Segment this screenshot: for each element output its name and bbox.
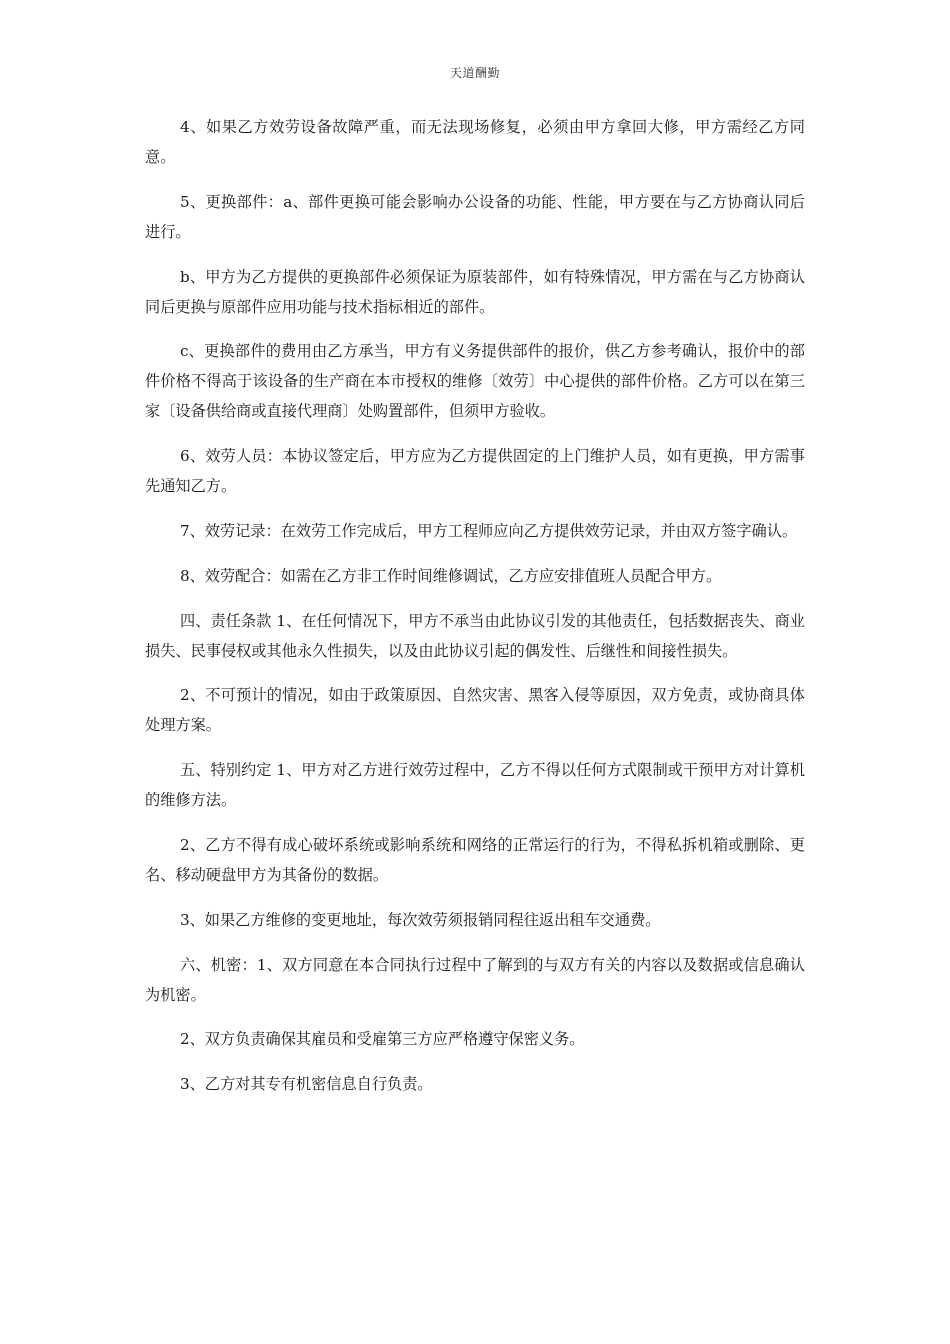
- paragraph-section-4-liability: 四、责任条款 1、在任何情况下，甲方不承当由此协议引发的其他责任，包括数据丧失、商业损失、民事侵权或其他永久性损失，以及由此协议引起的偶发性、后继性和间接性损失。: [145, 611, 805, 660]
- document-body: [145, 112, 805, 1114]
- paragraph-6-2-employees: 2、双方负责确保其雇员和受雇第三方应严格遵守保密义务。: [179, 1030, 585, 1049]
- paragraph-5b-original-parts: b、甲方为乙方提供的更换部件必须保证为原装部件，如有特殊情况，甲方需在与乙方协商认同后更换与原部件应用功能与技术指标相近的部件。: [145, 267, 805, 316]
- paragraph-4-repair: 4、如果乙方效劳设备故障严重，而无法现场修复，必须由甲方拿回大修，甲方需经乙方同意。: [145, 118, 805, 166]
- paragraph-5-3-travel-fee: 3、如果乙方维修的变更地址，每次效劳须报销同程往返出租车交通费。: [179, 910, 661, 929]
- paragraph-4-2-force-majeure: 2、不可预计的情况，如由于政策原因、自然灾害、黑客入侵等原因，双方免责，或协商具体处理方案。: [145, 686, 805, 735]
- paragraph-7-service-record: 7、效劳记录：在效劳工作完成后，甲方工程师应向乙方提供效劳记录，并由双方签字确认。: [179, 521, 798, 540]
- paragraph-5-replace-parts: 5、更换部件：a、部件更换可能会影响办公设备的功能、性能，甲方要在与乙方协商认同后进行。: [145, 192, 805, 241]
- page-header: 天道酬勤: [449, 66, 500, 80]
- paragraph-5-2-no-tampering: 2、乙方不得有成心破坏系统或影响系统和网络的正常运行的行为，不得私拆机箱或删除、更名、移动硬盘甲方为其备份的数据。: [145, 835, 805, 884]
- paragraph-section-6-confidential: 六、机密：1、双方同意在本合同执行过程中了解到的与双方有关的内容以及数据或信息确认为机密。: [145, 955, 805, 1004]
- paragraph-6-service-staff: 6、效劳人员：本协议签定后，甲方应为乙方提供固定的上门维护人员，如有更换，甲方需事先通知乙方。: [145, 447, 805, 496]
- paragraph-section-5-special: 五、特别约定 1、甲方对乙方进行效劳过程中，乙方不得以任何方式限制或干预甲方对计算机的维修方法。: [145, 761, 805, 810]
- paragraph-8-cooperation: 8、效劳配合：如需在乙方非工作时间维修调试，乙方应安排值班人员配合甲方。: [179, 566, 722, 585]
- paragraph-5c-parts-cost: c、更换部件的费用由乙方承当，甲方有义务提供部件的报价，供乙方参考确认，报价中的部件价格不得高于该设备的生产商在本市授权的维修〔效劳〕中心提供的部件价格。乙方可以在第三家〔设备供给商或直接代理商〕处购置部件，但须甲方验收。: [145, 342, 805, 421]
- paragraph-6-3-own-info: 3、乙方对其专有机密信息自行负责。: [179, 1075, 433, 1094]
